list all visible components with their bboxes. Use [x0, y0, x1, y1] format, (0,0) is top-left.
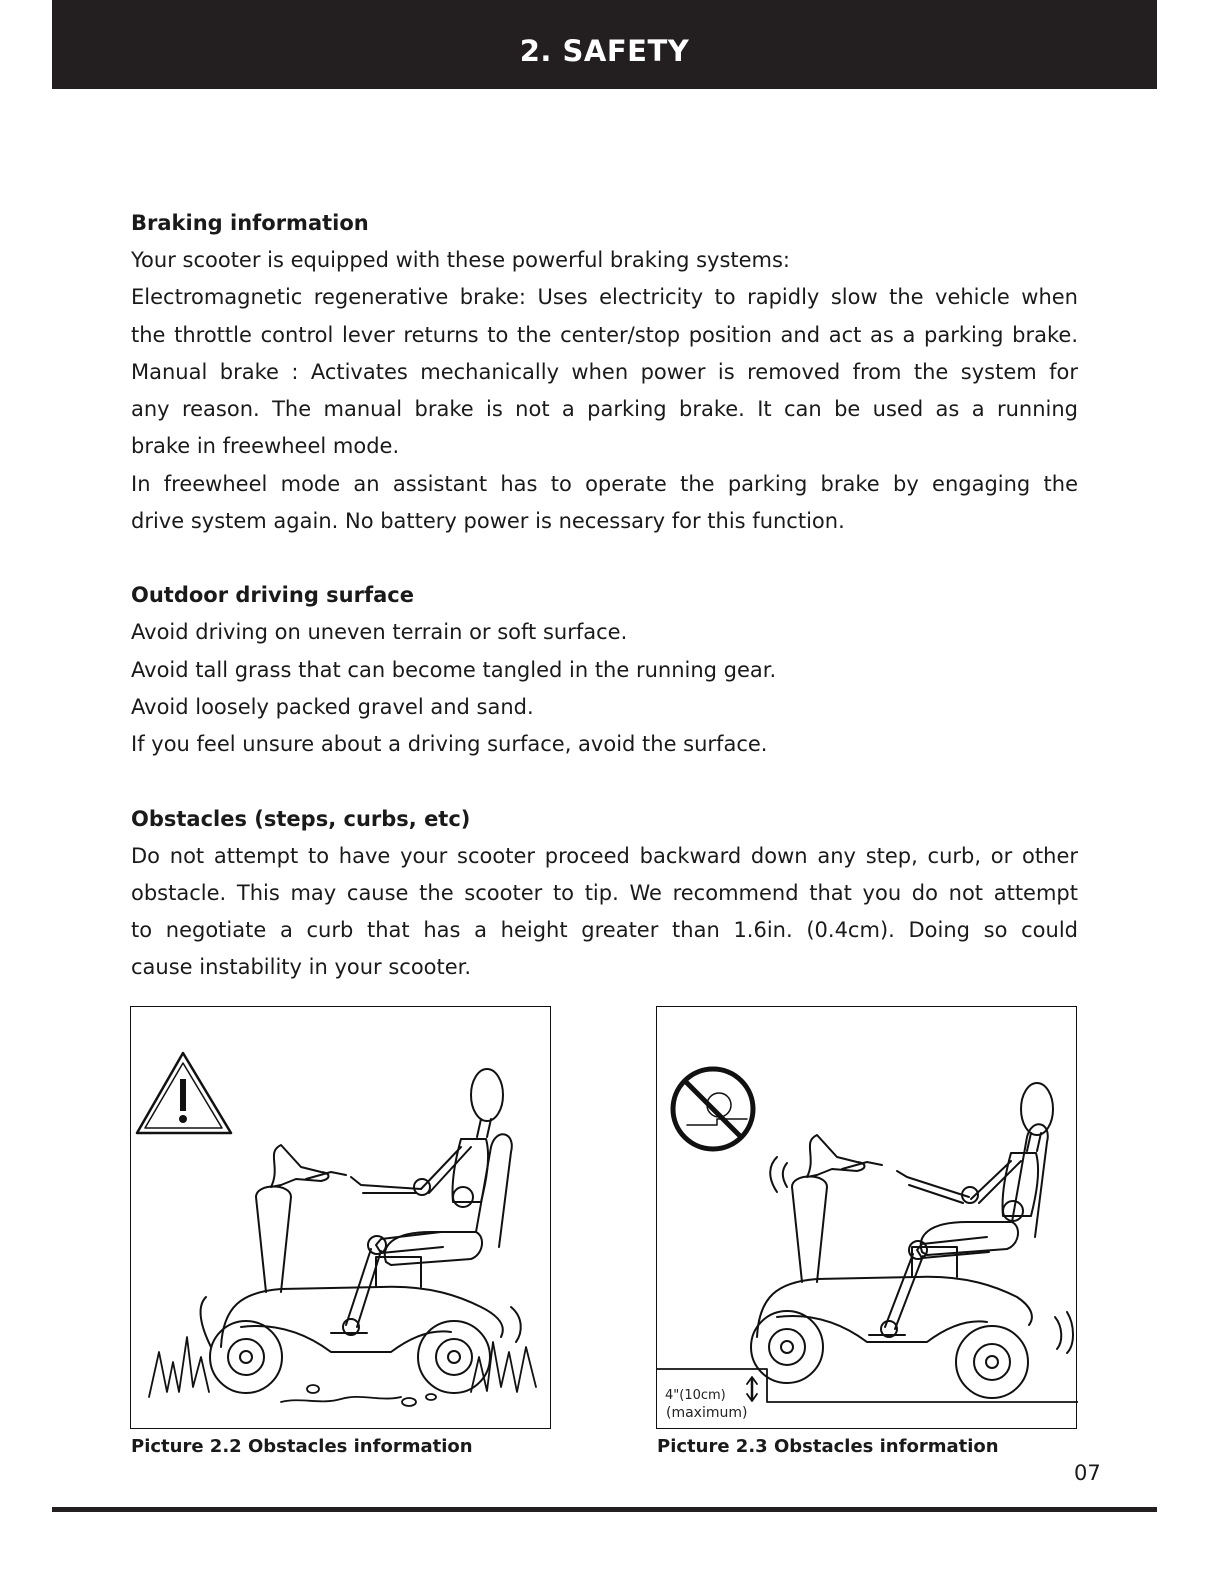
text-line: Manual brake : Activates mechanically when power is removed from the system for: [131, 359, 1078, 384]
curb-max-label: (maximum): [666, 1405, 748, 1421]
text-line: drive system again. No battery power is necessary for this function.: [131, 509, 845, 534]
section-title: Obstacles (steps, curbs, etc): [131, 806, 471, 831]
text-line: obstacle. This may cause the scooter to tip. We recommend that you do not attempt: [131, 880, 1078, 905]
figure-caption: Picture 2.3 Obstacles information: [657, 1436, 999, 1457]
scooter-illustration: [751, 1124, 1073, 1398]
warning-icon: [137, 1053, 231, 1133]
mannequin-rider: [869, 1083, 1053, 1337]
content: [131, 205, 1078, 1024]
text-line: If you feel unsure about a driving surface, avoid the surface.: [131, 732, 768, 757]
text-line: Avoid driving on uneven terrain or soft surface.: [131, 620, 628, 645]
section-outdoor: [131, 577, 1078, 763]
section-title: Outdoor driving surface: [131, 583, 414, 608]
text-line: Avoid loosely packed gravel and sand.: [131, 694, 534, 719]
text-line: any reason. The manual brake is not a parking brake. It can be used as a running: [131, 397, 1078, 422]
no-entry-sign-icon: [673, 1069, 753, 1149]
text-line: Avoid tall grass that can become tangled in the running gear.: [131, 657, 777, 682]
figure-obstacles-grass: [130, 1006, 551, 1429]
section-braking: [131, 205, 1078, 540]
section-obstacles: [131, 801, 1078, 987]
text-line: In freewheel mode an assistant has to operate the parking brake by engaging the: [131, 471, 1078, 496]
page-title: 2. SAFETY: [519, 34, 690, 68]
header-bar: [52, 0, 1157, 89]
figure-obstacles-curb: [656, 1006, 1077, 1429]
text-line: Your scooter is equipped with these powerful braking systems:: [131, 248, 791, 272]
footer-rule: [52, 1507, 1157, 1512]
scooter-illustration: [201, 1134, 521, 1393]
text-line: the throttle control lever returns to the center/stop position and act as a parking brake.: [131, 322, 1078, 347]
section-title: Braking information: [131, 211, 369, 235]
page-number: 07: [1074, 1461, 1101, 1485]
curb-height-label: 4"(10cm): [665, 1388, 726, 1403]
grass-ground: [149, 1337, 536, 1406]
text-line: Do not attempt to have your scooter proceed backward down any step, curb, or other: [131, 843, 1078, 868]
text-line: Electromagnetic regenerative brake: Uses electricity to rapidly slow the vehicle when: [131, 285, 1078, 310]
text-line: to negotiate a curb that has a height greater than 1.6in. (0.4cm). Doing so could: [131, 918, 1078, 943]
text-line: brake in freewheel mode.: [131, 434, 400, 459]
text-line: cause instability in your scooter.: [131, 955, 472, 980]
figure-caption: Picture 2.2 Obstacles information: [131, 1436, 473, 1457]
mannequin-rider: [331, 1069, 503, 1335]
